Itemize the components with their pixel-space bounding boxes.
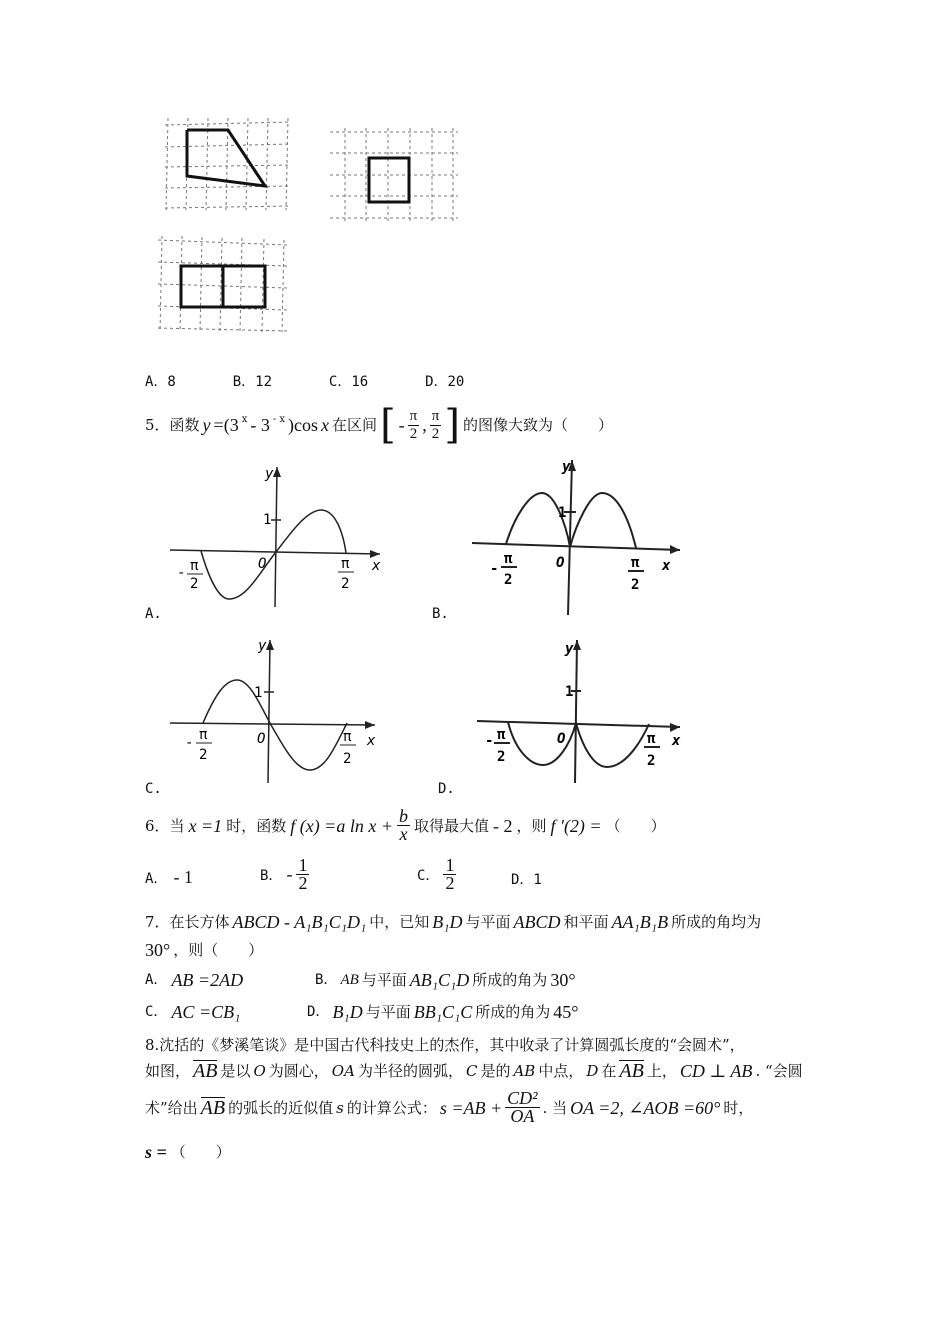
q4-option-b[interactable]: B．12 (232, 374, 273, 390)
graph-a-x-label: x (372, 558, 381, 574)
graph-d-x-axis (477, 721, 680, 727)
graph-c-x-label: x (367, 733, 376, 749)
q4-option-d[interactable]: D．20 (425, 374, 465, 390)
svg-text:π: π (341, 556, 350, 572)
svg-text:2: 2 (631, 577, 640, 593)
q5-stem: 5．函数 y =(3 $^x$ - 3 $^{- x}$ )cos x 在区间 [ - $\frac{\pi}{2}$ , $\frac{\pi}{2}$ ] 的图像大致为（ ） (145, 402, 613, 448)
svg-text:π: π (647, 731, 656, 747)
svg-text:π: π (190, 558, 199, 574)
q4-option-c[interactable]: C．16 (328, 374, 369, 390)
graph-c[interactable] (165, 635, 395, 785)
three-view-figure (140, 110, 480, 360)
q6-option-c[interactable]: C． $\frac{1}{2}$ (417, 855, 455, 893)
q4-option-a[interactable]: A．8 (145, 374, 176, 390)
svg-text:π: π (504, 551, 513, 567)
q6-option-d[interactable]: D．1 (511, 872, 542, 888)
q8-line3: 术”给出 AB 的弧长的近似值 s 的计算公式： s =AB + $\frac{\text{CD²}}{OA}$ . 当 OA =2, ∠AOB =60° 时， (145, 1088, 754, 1126)
svg-text:-: - (185, 735, 194, 751)
q7-stem-line2: 30° ，则（ ） (145, 940, 264, 960)
svg-text:2: 2 (190, 576, 199, 592)
svg-text:2: 2 (504, 572, 513, 588)
svg-text:π: π (343, 729, 352, 745)
svg-text:π: π (199, 727, 208, 743)
graph-d-y-label: y (565, 641, 574, 657)
svg-text:-: - (177, 565, 186, 581)
svg-text:2: 2 (647, 753, 656, 769)
svg-text:2: 2 (343, 751, 352, 767)
q6-options (145, 855, 795, 899)
graph-b[interactable] (470, 455, 700, 620)
graph-a-tick-one: 1 (263, 512, 272, 528)
graph-d-y-axis (575, 640, 577, 783)
graph-c-tick-one: 1 (254, 685, 263, 701)
svg-text:π: π (631, 555, 640, 571)
side-view-grid (330, 128, 458, 222)
graph-c-y-label: y (258, 638, 267, 654)
graph-b-origin: O (556, 555, 565, 571)
q7-option-b[interactable]: B． AB 与平面 AB₁C₁D 所成的角为 30° (315, 970, 576, 990)
q6-option-a[interactable]: A． - 1 (145, 867, 193, 887)
svg-text:π: π (497, 727, 506, 743)
svg-text:2: 2 (199, 747, 208, 763)
graph-c-label[interactable]: C. (145, 781, 162, 797)
graph-b-tick-one: 1 (558, 505, 567, 521)
graph-c-origin: O (257, 731, 266, 747)
graph-b-label[interactable]: B. (432, 606, 449, 622)
graph-d-label[interactable]: D. (438, 781, 455, 797)
q4-options (145, 371, 464, 391)
svg-text:-: - (485, 733, 494, 749)
graph-d[interactable] (475, 635, 705, 785)
q8-line2: 如图， AB 是以 O 为圆心， OA 为半径的圆弧， C 是的 AB 中点， D 在 AB 上， CD ⊥ AB . “会圆 (145, 1060, 803, 1082)
q6-option-b[interactable]: B． - $\frac{1}{2}$ (260, 855, 308, 893)
q7-option-c[interactable]: C． AC =CB₁ (145, 1002, 241, 1022)
graph-a-curve (201, 510, 346, 599)
graph-d-x-label: x (672, 733, 681, 749)
graph-d-origin: O (557, 731, 566, 747)
graph-d-curve (508, 722, 649, 767)
svg-text:2: 2 (341, 576, 350, 592)
graph-b-x-label: x (662, 558, 671, 574)
graph-c-y-axis (268, 640, 270, 783)
q7-option-d[interactable]: D． B₁D 与平面 BB₁C₁C 所成的角为 45° (307, 1002, 579, 1022)
graph-a-origin: O (258, 556, 267, 572)
graph-b-x-axis (472, 543, 680, 550)
graph-a[interactable] (165, 462, 395, 612)
svg-text:2: 2 (497, 749, 506, 765)
svg-text:-: - (490, 561, 499, 577)
graph-a-y-axis (275, 467, 277, 607)
q6-stem: 6．当 x =1 时，函数 f (x) =a ln x + $\frac{b}{x}$ 取得最大值 - 2 ，则 f ′(2) = （ ） (145, 806, 666, 844)
graph-d-tick-one: 1 (565, 684, 574, 700)
q8-line4: s = （ ） (145, 1142, 231, 1162)
q7-option-a[interactable]: A． AB =2AD (145, 970, 244, 990)
graph-b-y-label: y (562, 459, 571, 475)
graph-a-label[interactable]: A. (145, 606, 162, 622)
graph-c-x-axis (170, 723, 375, 725)
graph-a-y-label: y (265, 466, 274, 482)
q7-stem-line1: 7．在长方体 ABCD - A₁B₁C₁D₁ 中，已知 B₁D 与平面 ABCD 和平面 AA₁B₁B 所成的角均为 (145, 912, 762, 932)
arc-ab: AB (193, 1060, 218, 1082)
q8-line1: 8.沈括的《梦溪笔谈》是中国古代科技史上的杰作，其中收录了计算圆弧长度的“会圆术”， (145, 1036, 745, 1054)
